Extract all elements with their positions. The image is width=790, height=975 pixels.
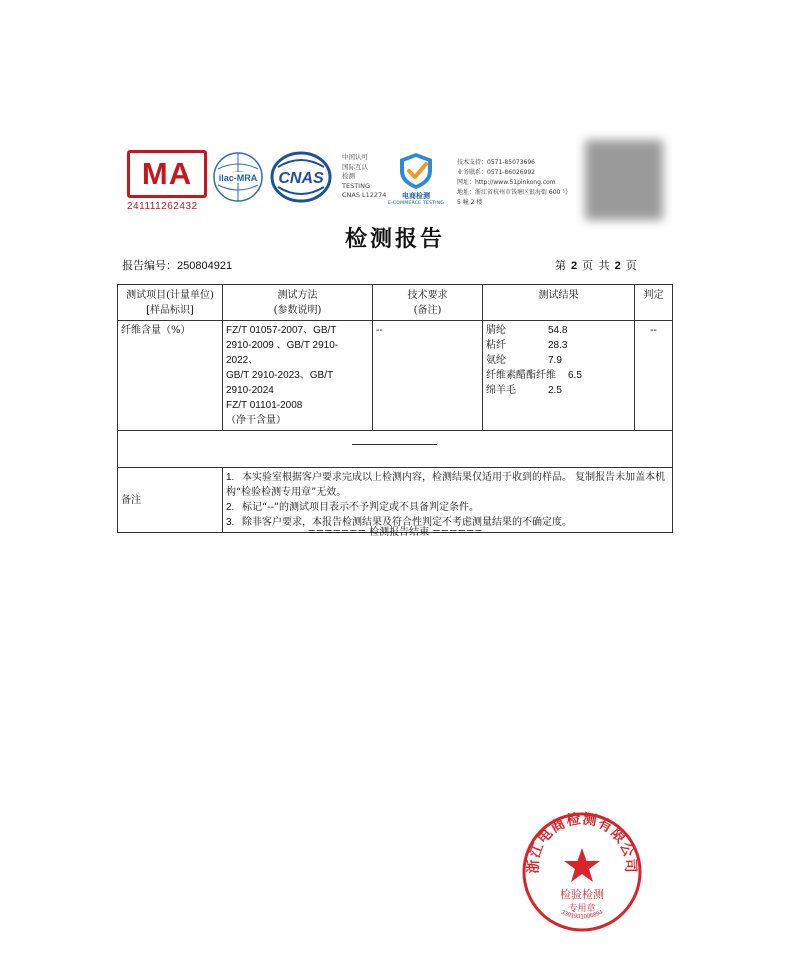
contact-address: 地址：浙江省杭州市钱塘区银海街 600 号 (457, 189, 569, 196)
contact-website: 网址：http://www.51pinkong.com (457, 179, 556, 186)
cnas-text-line: CNAS L12274 (342, 191, 387, 199)
page-mid: 页 共 (582, 259, 611, 272)
seal-number: 3301931006894 (560, 909, 604, 921)
ecommerce-testing-logo (385, 151, 447, 209)
ecommerce-label-en: E-COMMERCE TESTING (387, 201, 445, 206)
cnas-text-line: TESTING (342, 181, 370, 190)
cma-number: 241111262432 (127, 201, 198, 212)
result-item (486, 383, 631, 398)
method-line: 2910-2024 (226, 385, 274, 396)
note-text: 标记“--”的测试项目表示不予判定或不具备判定条件。 (242, 502, 479, 513)
qr-code-blurred (585, 140, 663, 220)
report-number-value: 250804921 (177, 260, 233, 272)
notes-label: 备注 (118, 468, 223, 533)
cma-mark: MA (127, 150, 207, 198)
result-fiber-value: 7.9 (548, 355, 562, 366)
header-test-method-line2: (参数说明) (273, 305, 322, 316)
result-item (486, 368, 631, 383)
result-fiber-name: 氨纶 (486, 355, 506, 366)
header-result: 测试结果 (483, 285, 635, 321)
note-text: 除非客户要求，本报告检测结果及符合性判定不考虑测量结果的不确定度。 (242, 517, 572, 528)
report-number (122, 257, 232, 273)
page-suffix: 页 (625, 259, 638, 272)
report-end-marker: ======= 检测报告结束 ====== (307, 527, 483, 538)
page-current: 2 (571, 260, 579, 272)
ecommerce-label-cn: 电商检测 (402, 192, 430, 200)
cnas-text-line: 检测 (342, 172, 355, 180)
result-item (486, 353, 631, 368)
result-fiber-value: 54.8 (548, 325, 568, 336)
table-row (118, 321, 673, 431)
test-results-table (117, 284, 673, 533)
note-number: 1. (226, 472, 235, 483)
note-number: 3. (226, 517, 235, 528)
result-fiber-name: 腈纶 (486, 325, 506, 336)
ilac-mra-logo (212, 151, 264, 203)
row-judgement: -- (635, 321, 673, 431)
method-line: FZ/T 01057-2007、GB/T (226, 325, 337, 336)
method-line: 2910-2009 、GB/T 2910-2022、 (226, 340, 339, 366)
blank-cell (118, 431, 673, 468)
shield-check-icon (385, 151, 447, 191)
cma-logo (127, 150, 207, 210)
table-blank-row (118, 431, 673, 468)
table-header-row (118, 285, 673, 321)
note-number: 2. (226, 502, 235, 513)
result-fiber-name: 粘纤 (486, 340, 506, 351)
note-text: 本实验室根据客户要求完成以上检测内容，检测结果仅适用于收到的样品。 复制报告未加盖本机构“检验检测专用章”无效。 (226, 472, 666, 498)
header-test-item-line2: [样品标识] (146, 305, 194, 316)
row-test-item: 纤维含量（%） (118, 321, 223, 431)
result-item (486, 338, 631, 353)
header-requirement (373, 285, 483, 321)
header-judgement: 判定 (635, 285, 673, 321)
company-seal (520, 810, 644, 934)
contact-info (457, 158, 582, 208)
cnas-text-line: 中国认可 (342, 153, 368, 161)
header-requirement-line2: (备注) (413, 305, 442, 316)
ilac-label: ilac-MRA (218, 173, 258, 183)
row-results (483, 321, 635, 431)
method-line: GB/T 2910-2023、GB/T (226, 370, 334, 381)
seal-label: 检验检测 (560, 888, 604, 901)
result-fiber-value: 6.5 (568, 370, 582, 381)
contact-business: 业务联系：0571-86026992 (457, 169, 535, 176)
method-line: （净干含量） (226, 415, 286, 426)
page-indicator (555, 257, 638, 273)
page-title: 检测报告 (344, 226, 445, 252)
row-requirement: -- (373, 321, 483, 431)
result-fiber-value: 2.5 (548, 385, 562, 396)
cnas-logo (270, 151, 332, 203)
note-item (226, 500, 669, 515)
result-item (486, 323, 631, 338)
seal-company-name: 浙江电商检测有限公司 (525, 811, 639, 874)
cnas-text-line: 国际互认 (342, 162, 368, 171)
page-total: 2 (614, 260, 622, 272)
contact-tech-support: 技术支持：0571-85073696 (457, 159, 535, 166)
result-fiber-name: 纤维素醋酯纤维 (486, 370, 556, 381)
header-test-method-line1: 测试方法 (277, 290, 318, 301)
row-test-method (223, 321, 373, 431)
star-icon (564, 848, 600, 882)
cnas-label: CNAS (278, 170, 324, 187)
method-line: FZ/T 01101-2008 (226, 400, 303, 411)
result-fiber-value: 28.3 (548, 340, 568, 351)
header-test-item (118, 285, 223, 321)
report-number-label: 报告编号： (122, 259, 177, 272)
header-test-item-line1: 测试项目(计量单位) (126, 290, 214, 301)
cnas-accreditation-text (342, 153, 386, 201)
note-item (226, 470, 669, 500)
page-prefix: 第 (555, 259, 567, 272)
result-fiber-name: 绵羊毛 (486, 385, 516, 396)
header-test-method (223, 285, 373, 321)
seal-sublabel: 专用章 (568, 904, 596, 914)
header-requirement-line1: 技术要求 (407, 290, 448, 301)
contact-address-2: 5 幢 2 楼 (457, 199, 483, 206)
blank-divider (352, 444, 437, 445)
